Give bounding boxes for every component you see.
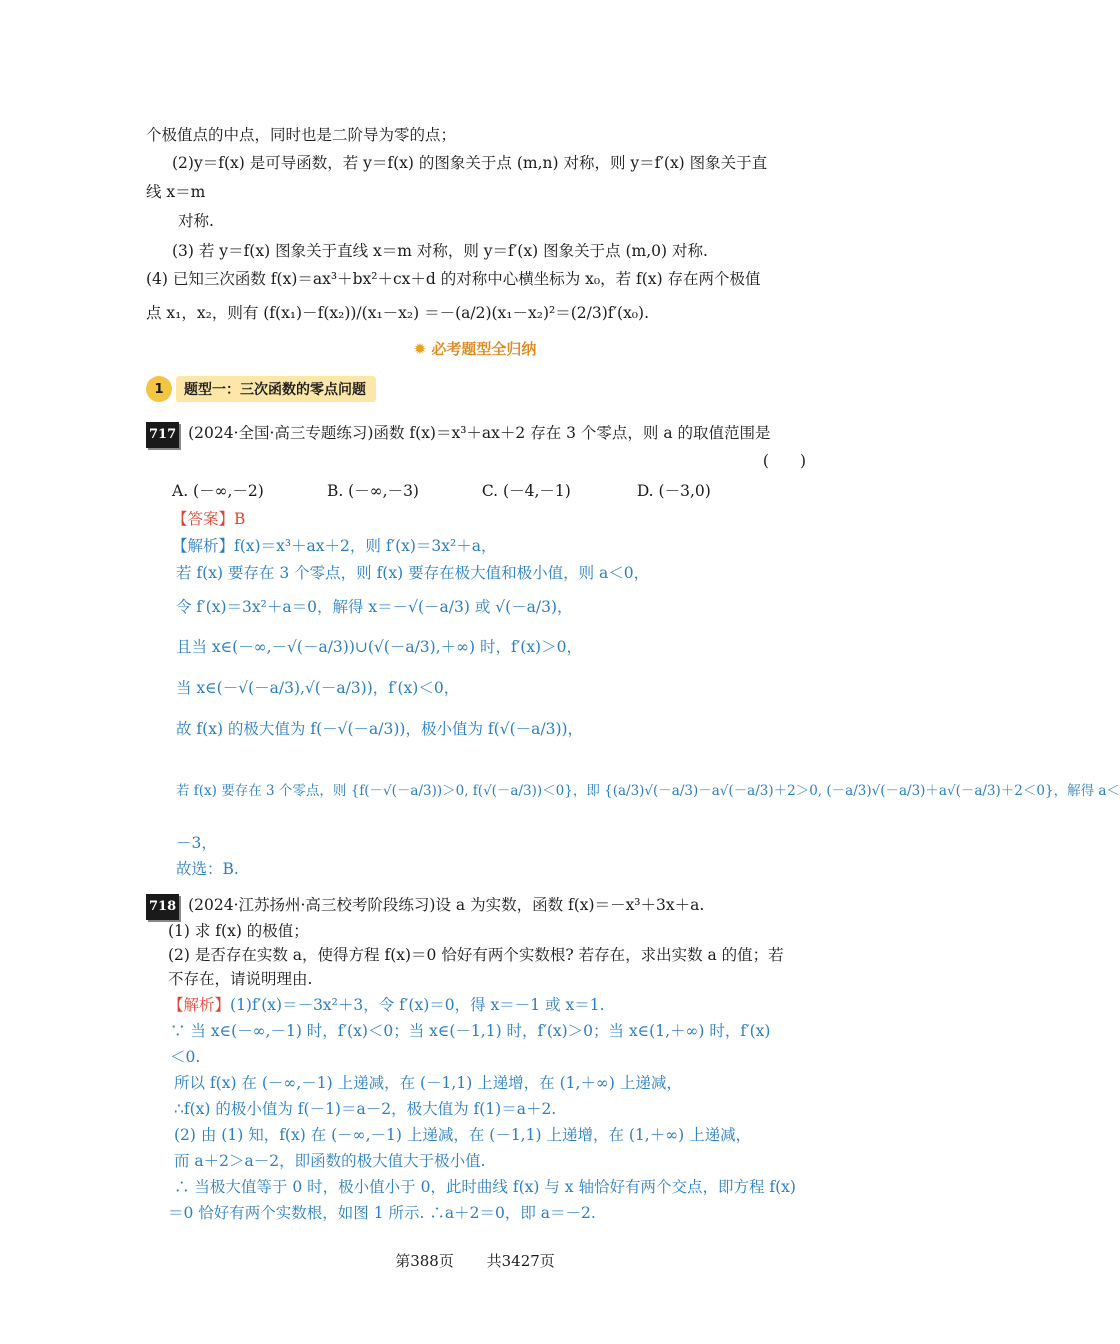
- type-title: 题型一：三次函数的零点问题: [176, 376, 376, 402]
- answer-paren: ( ): [762, 452, 806, 470]
- question-part: (1) 求 f(x) 的极值；: [168, 922, 309, 940]
- analysis-line: 所以 f(x) 在 (－∞,－1) 上递减，在 (－1,1) 上递增，在 (1,＋∞) 上递减，: [174, 1074, 682, 1092]
- analysis-line: 【解析】f(x)＝x³＋ax＋2，则 f′(x)＝3x²＋a，: [172, 537, 497, 555]
- option-b: B. (－∞,－3): [326, 482, 419, 500]
- intro-line: 个极值点的中点，同时也是二阶导为零的点；: [146, 126, 457, 144]
- analysis-line: 且当 x∈(－∞,－√(－a/3))∪(√(－a/3),＋∞) 时，f′(x)＞0，: [176, 638, 582, 656]
- analysis-line: 当 x∈(－√(－a/3),√(－a/3))，f′(x)＜0，: [176, 679, 460, 697]
- question-718-stem: 718 (2024·江苏扬州·高三校考阶段练习)设 a 为实数，函数 f(x)＝－x³＋3x＋a.: [146, 894, 806, 920]
- analysis-line: ＜0.: [170, 1048, 201, 1066]
- page-footer: [0, 1250, 950, 1271]
- intro-line: (4) 已知三次函数 f(x)＝ax³＋bx²＋cx＋d 的对称中心横坐标为 x₀，若 f(x) 存在两个极值: [146, 270, 761, 288]
- analysis-line: 故选：B.: [176, 860, 239, 878]
- question-part: 不存在，请说明理由.: [168, 970, 313, 988]
- section-title: ✹ 必考题型全归纳: [413, 340, 537, 358]
- analysis-line: ＝0 恰好有两个实数根，如图 1 所示. ∴a＋2＝0，即 a＝－2.: [168, 1204, 596, 1222]
- analysis-line: ∴f(x) 的极小值为 f(－1)＝a－2，极大值为 f(1)＝a＋2.: [174, 1100, 557, 1118]
- question-part: (2) 是否存在实数 a，使得方程 f(x)＝0 恰好有两个实数根? 若存在，求出实数 a 的值；若: [168, 946, 784, 964]
- analysis-line: 而 a＋2＞a－2，即函数的极大值大于极小值.: [174, 1152, 486, 1170]
- answer-value: B: [234, 510, 246, 528]
- analysis-line: (2) 由 (1) 知，f(x) 在 (－∞,－1) 上递减，在 (－1,1) 上递增，在 (1,＋∞) 上递减，: [174, 1126, 752, 1144]
- analysis-line: ∵ 当 x∈(－∞,－1) 时，f′(x)＜0；当 x∈(－1,1) 时，f′(x)＞0；当 x∈(1,＋∞) 时，f′(x): [170, 1022, 771, 1040]
- analysis-tag: 【解析】: [168, 996, 231, 1014]
- option-a: A. (－∞,－2): [172, 482, 264, 500]
- question-717-stem: 717 (2024·全国·高三专题练习)函数 f(x)＝x³＋ax＋2 存在 3 个零点，则 a 的取值范围是: [146, 422, 806, 448]
- analysis-line: 故 f(x) 的极大值为 f(－√(－a/3))，极小值为 f(√(－a/3))，: [176, 720, 584, 738]
- answer-line: [172, 508, 832, 530]
- options-row: [172, 480, 832, 502]
- analysis-tag: 【解析】: [172, 537, 235, 555]
- analysis-line: 若 f(x) 要存在 3 个零点，则 f(x) 要存在极大值和极小值，则 a＜0，: [176, 564, 650, 582]
- analysis-line: 令 f′(x)＝3x²＋a＝0，解得 x＝－√(－a/3) 或 √(－a/3)，: [176, 598, 573, 616]
- option-c: C. (－4,－1): [481, 482, 571, 500]
- intro-line: (2)y＝f(x) 是可导函数，若 y＝f(x) 的图象关于点 (m,n) 对称，则 y＝f′(x) 图象关于直: [172, 154, 768, 172]
- option-d: D. (－3,0): [636, 482, 711, 500]
- answer-tag: 【答案】: [172, 510, 235, 528]
- intro-line: 点 x₁，x₂，则有 (f(x₁)－f(x₂))/(x₁－x₂) ＝－(a/2)(x₁－x₂)²＝(2/3)f′(x₀).: [146, 304, 649, 322]
- analysis-line: ∴ 当极大值等于 0 时，极小值小于 0，此时曲线 f(x) 与 x 轴恰好有两个交点，即方程 f(x): [174, 1178, 796, 1196]
- intro-line: 对称.: [178, 212, 214, 230]
- type-badge: 1: [146, 376, 172, 402]
- page-number: 第388页: [395, 1252, 454, 1270]
- page-total: 共3427页: [486, 1252, 555, 1270]
- question-number: 717: [146, 422, 179, 448]
- intro-line: (3) 若 y＝f(x) 图象关于直线 x＝m 对称，则 y＝f′(x) 图象关于点 (m,0) 对称.: [172, 242, 708, 260]
- analysis-line: 若 f(x) 要存在 3 个零点，则 {f(－√(－a/3))＞0, f(√(－a/3))＜0}，即 {(a/3)√(－a/3)－a√(－a/3)＋2＞0, (－a/3)√(－a/3)＋a√(－a/3)＋2＜0}，解得 a＜: [176, 783, 1120, 799]
- analysis-line: 【解析】(1)f′(x)＝－3x²＋3，令 f′(x)＝0，得 x＝－1 或 x＝1.: [168, 996, 605, 1014]
- intro-line: 线 x＝m: [146, 183, 206, 201]
- question-number: 718: [146, 894, 179, 920]
- sun-icon: ✹: [413, 340, 427, 358]
- type-banner: [146, 376, 376, 402]
- analysis-line: －3，: [176, 834, 217, 852]
